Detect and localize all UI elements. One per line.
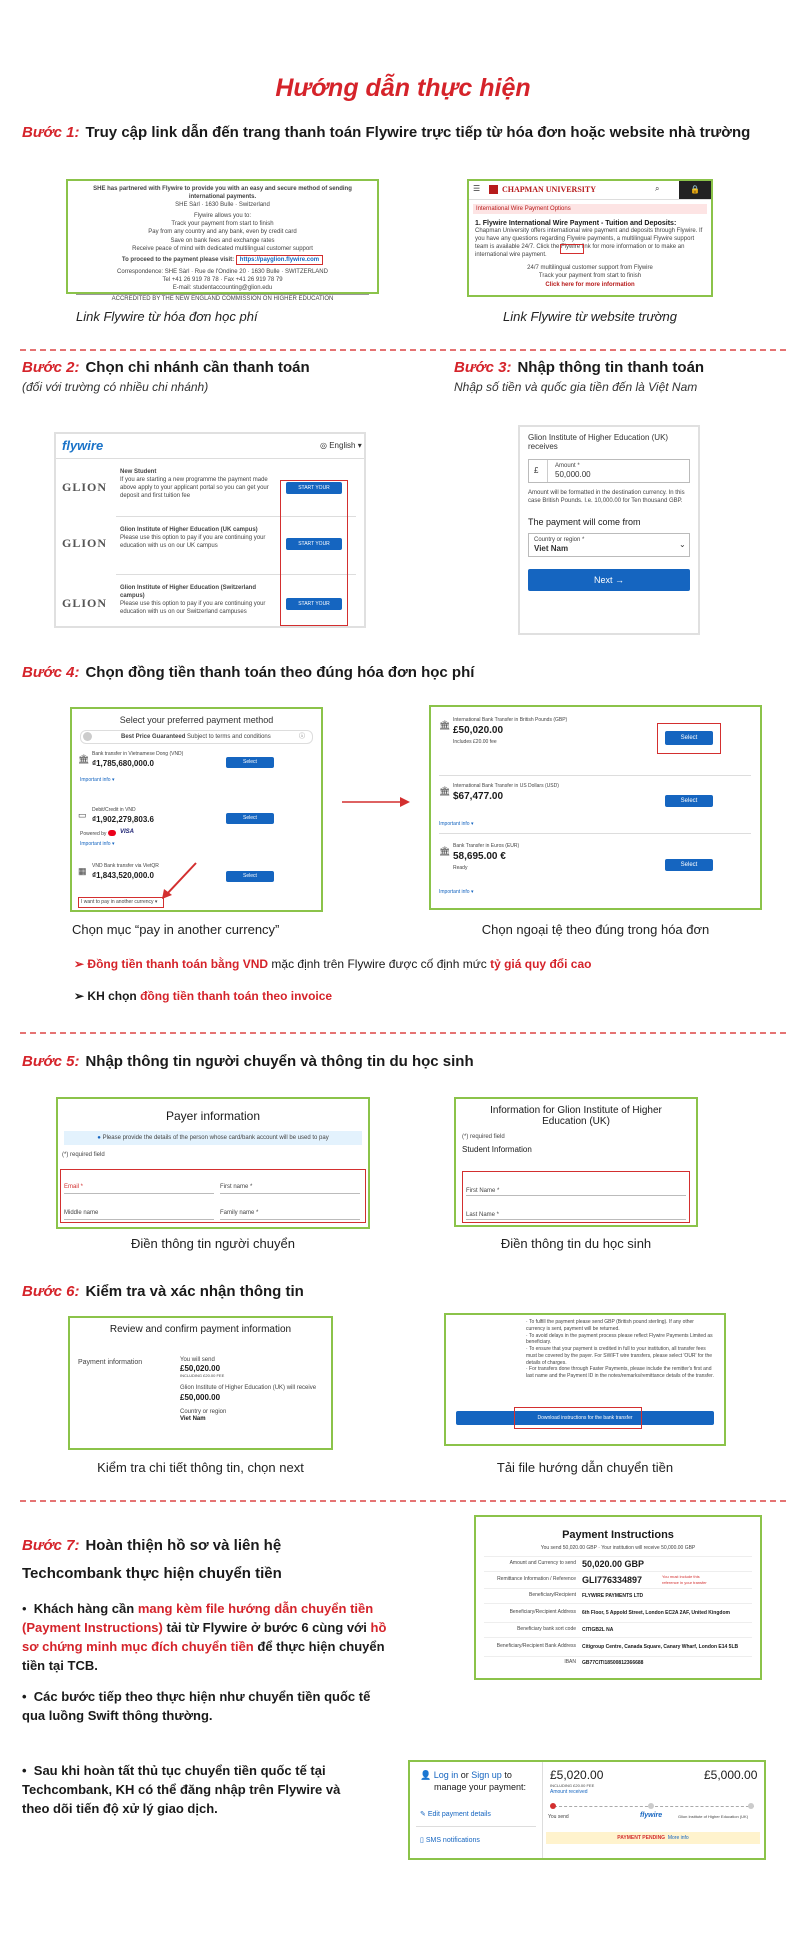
start-payment-button[interactable]: START YOUR PAYMENT xyxy=(286,598,342,610)
caption-payer: Điền thông tin người chuyển xyxy=(131,1236,295,1251)
flywire-link-highlight[interactable] xyxy=(560,244,584,254)
glion-logo: GLION xyxy=(62,596,108,610)
bank-icon: 🏛 xyxy=(439,786,451,796)
signup-link[interactable]: Sign up xyxy=(471,1770,502,1780)
invoice-line: Save on bank fees and exchange rates xyxy=(170,237,275,244)
step-7-bullet-3: • Sau khi hoàn tất thủ tục chuyển tiền quốc tế tại Techcombank, KH có thể đăng nhập trên Flywire và theo dõi tiến độ xử lý giao dịch. xyxy=(22,1763,341,1816)
highlight-box xyxy=(280,480,348,626)
chapman-screenshot xyxy=(467,179,713,297)
option-amount: ₫1,902,279,803.6 xyxy=(92,815,154,824)
chapman-feature: 24/7 multilingual customer support from Flywire xyxy=(527,265,653,272)
info-icon: ⓘ xyxy=(299,734,306,740)
campus-desc: Please use this option to pay if you are continuing your education with us on our UK campus xyxy=(120,535,266,550)
send-amount: £5,020.00 xyxy=(550,1768,604,1782)
divider xyxy=(20,349,786,351)
arrow-bullet-icon: ➢ xyxy=(74,989,85,1003)
campus-title: New Student xyxy=(120,469,157,475)
payer-info-screenshot xyxy=(56,1097,370,1229)
select-button[interactable]: Select xyxy=(665,795,713,807)
phone-icon: ▯ xyxy=(420,1837,424,1844)
invoice-line: Receive peace of mind with dedicated multilingual customer support xyxy=(132,245,313,252)
invoice-line: SHE Sàrl · 1630 Bulle · Switzerland xyxy=(175,202,270,209)
step-6-heading xyxy=(22,1283,304,1300)
divider xyxy=(20,1032,786,1034)
bank-icon: 🏛 xyxy=(439,846,451,856)
instr-label: Beneficiary/Recipient Address xyxy=(509,1609,576,1616)
option-amount: ₫1,785,680,000.0 xyxy=(92,759,154,768)
option-title: VND Bank transfer via VietQR xyxy=(92,863,159,869)
instr-warning: You must include this reference in your transfer xyxy=(662,1574,707,1585)
qr-icon: ▦ xyxy=(78,866,87,876)
note-red-text: Đồng tiền thanh toán bằng VND xyxy=(87,957,269,971)
bullet-text: Các bước tiếp theo thực hiện như chuyển tiền quốc tế qua luồng Swift thông thường. xyxy=(22,1689,371,1723)
start-payment-button[interactable]: START YOUR PAYMENT xyxy=(286,538,342,550)
option-title: Debit/Credit in VND xyxy=(92,807,136,813)
important-info-link[interactable]: Important info ▾ xyxy=(439,889,474,895)
right-arrow-icon xyxy=(342,795,412,809)
chapman-logo-icon xyxy=(489,185,498,194)
caption-review: Kiểm tra chi tiết thông tin, chọn next xyxy=(97,1460,304,1475)
amount-value: 50,000.00 xyxy=(555,470,591,479)
invoice-proceed: To proceed to the payment please visit: xyxy=(121,256,235,263)
chapman-feature: Track your payment from start to finish xyxy=(538,273,642,280)
select-button[interactable]: Select xyxy=(665,731,713,745)
chapman-paragraph: Chapman University offers international wire payment and deposits through Flywire. If you have any questions regarding Flywire payments, a multilingual Flywire support team is available 24/7. Click the Flywire link for more information or to make an international wire payment. xyxy=(475,228,703,259)
instr-value: GB77CITI18500812366688 xyxy=(582,1659,644,1666)
step-7-heading-line2: Techcombank thực hiện chuyển tiền xyxy=(22,1565,282,1582)
send-note: INCLUDING £20.00 FEE xyxy=(550,1783,595,1788)
step-1-heading xyxy=(22,124,750,141)
mastercard-icon xyxy=(108,830,116,836)
highlight-box xyxy=(514,1407,642,1429)
campus-desc: If you are starting a new programme the payment made above apply to your applicant portal so you can get your deposit and first tuition fee xyxy=(120,477,269,500)
step-number: Bước 1: xyxy=(22,124,80,141)
bullet-red-text: hồ sơ chứng minh mục đích chuyển tiền xyxy=(22,1619,387,1654)
instr-value: CITIGB2L NA xyxy=(582,1626,614,1633)
receive-amount: £5,000.00 xyxy=(704,1768,758,1782)
step-number: Bước 2: xyxy=(22,359,80,376)
instr-value: GLI776334897 xyxy=(582,1574,643,1585)
review-value: Viet Nam xyxy=(180,1415,206,1422)
step-4-heading xyxy=(22,664,474,681)
step-number: Bước 3: xyxy=(454,359,512,376)
card-icon: ▭ xyxy=(78,810,87,820)
method-heading: Select your preferred payment method xyxy=(119,715,274,725)
status-text: PAYMENT PENDING xyxy=(617,1835,666,1841)
chapman-heading: 1. Flywire International Wire Payment - Tuition and Deposits: xyxy=(475,220,677,227)
highlight-box xyxy=(60,1169,366,1223)
amount-screenshot xyxy=(518,425,700,635)
campus-desc: Please use this option to pay if you are continuing your education with us on our Switzerland campuses xyxy=(120,601,266,616)
best-price-desc: Subject to terms and conditions xyxy=(187,734,271,740)
option-amount: $67,477.00 xyxy=(453,791,504,802)
student-section-title: Student Information xyxy=(462,1145,532,1155)
you-send-label: You send xyxy=(548,1814,569,1820)
note-text: mặc định trên Flywire được cố định mức xyxy=(271,957,487,971)
edit-label: Edit payment details xyxy=(427,1811,491,1818)
step-2-heading xyxy=(22,359,310,376)
instr-label: Amount and Currency to send xyxy=(509,1560,576,1567)
option-title: International Bank Transfer in US Dollars (USD) xyxy=(453,783,559,789)
instr-value: 6th Floor, 5 Appold Street, London EC2A 2AF, United Kingdom xyxy=(582,1609,730,1616)
field-label: Family name * xyxy=(220,1210,259,1216)
review-section-label: Payment information xyxy=(78,1359,143,1366)
step-text: Truy cập link dẫn đến trang thanh toán Flywire trực tiếp từ hóa đơn hoặc website nhà trường xyxy=(85,124,751,141)
amount-label: Amount * xyxy=(555,463,580,469)
login-link[interactable]: Log in xyxy=(433,1770,459,1780)
language-select[interactable]: ◎ English ▾ xyxy=(320,441,362,450)
chapman-brand: CHAPMAN UNIVERSITY xyxy=(502,185,597,194)
caption-website: Link Flywire từ website trường xyxy=(503,309,677,324)
note-red-text: tỷ giá quy đổi cao xyxy=(490,957,592,971)
review-screenshot xyxy=(68,1316,333,1450)
download-screenshot xyxy=(444,1313,726,1446)
bank-icon: 🏛 xyxy=(439,720,451,730)
glion-logo: GLION xyxy=(62,536,108,550)
invoice-screenshot xyxy=(66,179,379,303)
sms-notifications-link[interactable] xyxy=(420,1836,480,1844)
caption-invoice: Link Flywire từ hóa đơn học phí xyxy=(76,309,258,324)
select-button[interactable]: Select xyxy=(226,871,274,882)
flywire-campus-screenshot xyxy=(54,432,366,628)
amount-received-link[interactable]: Amount received xyxy=(550,1789,588,1795)
invoice-line: Track your payment from start to finish xyxy=(171,221,274,228)
caption-download: Tải file hướng dẫn chuyển tiền xyxy=(496,1460,674,1475)
currency-screenshot xyxy=(429,705,762,910)
to-text: to xyxy=(501,1770,512,1780)
caption-choose-currency: Chọn ngoại tệ theo đúng trong hóa đơn xyxy=(481,922,710,937)
edit-payment-link[interactable] xyxy=(420,1810,491,1818)
step-3-heading xyxy=(454,359,704,376)
step-7-bullet-1: • Khách hàng cần mang kèm file hướng dẫn chuyển tiền (Payment Instructions) tải từ Flywire ở bước 6 cùng với hồ sơ chứng minh mục đích chuyển tiền để thực hiện chuyển tiền tại TCB. xyxy=(22,1601,387,1673)
instr-value: FLYWIRE PAYMENTS LTD xyxy=(582,1592,644,1599)
or-text: or xyxy=(458,1770,472,1780)
download-instructions-button[interactable]: Download instructions for the bank transfer xyxy=(456,1411,714,1425)
language-label: English xyxy=(329,441,356,450)
important-info-link[interactable]: Important info ▾ xyxy=(80,841,115,847)
select-button[interactable]: Select xyxy=(665,859,713,871)
option-title: International Bank Transfer in British Pounds (GBP) xyxy=(453,717,568,723)
info-icon: ● xyxy=(97,1135,101,1141)
chevron-down-icon: ⌄ xyxy=(679,540,686,550)
step-number: Bước 6: xyxy=(22,1283,80,1300)
note-invoice xyxy=(74,989,332,1003)
payer-heading: Payer information xyxy=(165,1109,261,1123)
payer-note: Please provide the details of the person whose card/bank account will be used to pay xyxy=(102,1135,329,1141)
step-text: Chọn chi nhánh cần thanh toán xyxy=(85,359,310,376)
step-2-subtitle: (đối với trường có nhiều chi nhánh) xyxy=(22,380,209,394)
field-label: Last Name * xyxy=(466,1212,500,1218)
required-note: (*) required field xyxy=(62,1152,105,1159)
invoice-line: ACCREDITED BY THE NEW ENGLAND COMMISSION ON HIGHER EDUCATION xyxy=(76,294,369,303)
caption-student: Điền thông tin du học sinh xyxy=(500,1236,652,1251)
page-title: Hướng dẫn thực hiện xyxy=(275,74,531,102)
divider xyxy=(439,833,751,834)
chapman-more-link[interactable]: Click here for more information xyxy=(545,281,635,288)
important-info-link[interactable]: Important info ▾ xyxy=(80,777,115,783)
red-arrow-icon xyxy=(160,861,200,901)
best-price-label: Best Price Guaranteed xyxy=(121,734,186,740)
globe-icon: ◎ xyxy=(320,441,327,450)
divider xyxy=(416,1826,536,1827)
note-vnd xyxy=(74,957,591,971)
step-text: Hoàn thiện hồ sơ và liên hệ xyxy=(85,1537,282,1554)
flywire-logo: flywire xyxy=(640,1812,663,1819)
instructions-subtitle: You send 50,020.00 GBP · Your institution will receive 50,000.00 GBP xyxy=(540,1545,696,1551)
user-icon: 👤 xyxy=(420,1770,432,1780)
progress-dot-icon xyxy=(550,1803,556,1809)
note-red-text: đồng tiền thanh toán theo invoice xyxy=(140,989,333,1003)
important-info-link[interactable]: Important info ▾ xyxy=(439,821,474,827)
recipient-name: Glion Institute of Higher Education (UK) xyxy=(528,433,669,442)
invoice-line: E-mail: studentaccounting@glion.edu xyxy=(172,285,273,292)
instr-label: Beneficiary/Recipient Bank Address xyxy=(496,1643,576,1650)
powered-by-label: Powered by xyxy=(80,831,107,837)
field-label: Middle name xyxy=(64,1210,99,1216)
progress-dot-icon xyxy=(748,1803,754,1809)
note-text: KH chọn xyxy=(87,989,137,1003)
step-number: Bước 7: xyxy=(22,1537,80,1554)
review-note: INCLUDING £20.00 FEE xyxy=(180,1373,225,1379)
option-amount: £50,020.00 xyxy=(453,725,504,736)
option-amount: 58,695.00 € xyxy=(453,851,506,862)
invoice-line: Pay from any country and any bank, even by credit card xyxy=(148,229,297,236)
step-number: Bước 5: xyxy=(22,1053,80,1070)
step-5-heading xyxy=(22,1053,474,1070)
flywire-logo: flywire xyxy=(62,438,104,453)
download-note: · To fulfill the payment please send GBP (British pound sterling). If any other currency is sent, payment will be returned. xyxy=(526,1319,694,1332)
receives-label: receives xyxy=(528,442,558,451)
toggle-icon xyxy=(83,732,92,741)
option-title: Bank Transfer in Euros (EUR) xyxy=(453,843,520,849)
bank-icon: 🏛 xyxy=(78,754,90,764)
bullet-text: Khách hàng cần xyxy=(33,1601,135,1616)
instr-value: 50,020.00 GBP xyxy=(582,1558,645,1569)
lock-icon[interactable]: 🔒 xyxy=(679,181,711,199)
country-value: Viet Nam xyxy=(534,544,569,554)
option-amount: ₫1,843,520,000.0 xyxy=(92,871,154,880)
search-icon[interactable]: ⌕ xyxy=(655,184,660,193)
menu-icon[interactable]: ☰ xyxy=(473,184,481,193)
status-badge xyxy=(546,1832,760,1844)
instr-label: Beneficiary/Recipient xyxy=(529,1592,576,1599)
highlight-box xyxy=(462,1171,690,1223)
step-7-bullet-2: • Các bước tiếp theo thực hiện như chuyển tiền quốc tế qua luồng Swift thông thường. xyxy=(22,1689,371,1723)
institution-label: Glion Institute of Higher Education (UK) xyxy=(678,1814,749,1819)
field-label: First Name * xyxy=(466,1188,500,1194)
option-note: Ready xyxy=(453,865,468,871)
review-heading: Review and confirm payment information xyxy=(109,1324,292,1335)
instr-label: Remittance Information / Reference xyxy=(497,1576,576,1583)
chapman-banner[interactable]: International Wire Payment Options xyxy=(473,204,707,214)
instr-value: Citigroup Centre, Canada Square, Canary Wharf, London E14 5LB xyxy=(582,1643,739,1650)
edit-icon: ✎ xyxy=(420,1811,426,1818)
invoice-line: SHE has partnered with Flywire to provide you with an easy and secure method of sending international payments. xyxy=(93,186,352,201)
invoice-line: Flywire allows you to: xyxy=(193,213,252,220)
download-note: · To ensure that your payment is credited in full to your institution, all transfer fees must be covered by the payer. For SWIFT wire transfers, please select 'OUR' for the details of charges. xyxy=(526,1346,713,1366)
bullet-text: để thực hiện chuyển tiền tại TCB. xyxy=(22,1638,385,1673)
student-heading: Education (UK) xyxy=(542,1116,610,1127)
amount-input[interactable] xyxy=(528,459,690,483)
invoice-line: Correspondence: SHE Sàrl · Rue de l'Ondine 20 · 1630 Bulle · SWITZERLAND xyxy=(117,268,328,275)
pay-another-currency-link[interactable]: I want to pay in another currency ▾ xyxy=(78,897,164,908)
review-label: Glion Institute of Higher Education (UK) will receive xyxy=(180,1385,317,1392)
bullet-red-text: mang kèm file hướng dẫn chuyển tiền (Payment Instructions) xyxy=(22,1601,374,1635)
invoice-line: Tel +41 26 919 78 78 · Fax +41 26 919 78 79 xyxy=(162,276,283,283)
bullet-text: Sau khi hoàn tất thủ tục chuyển tiền quốc tế tại Techcombank, KH có thể đăng nhập trên Flywire và theo dõi tiến độ xử lý giao dịch. xyxy=(22,1763,341,1816)
review-value: £50,020.00 xyxy=(180,1364,221,1374)
student-heading: Information for Glion Institute of Higher xyxy=(490,1105,662,1116)
glion-logo: GLION xyxy=(62,480,108,494)
highlight-box xyxy=(657,723,721,754)
student-info-screenshot xyxy=(454,1097,698,1227)
step-text: Nhập thông tin người chuyển và thông tin du học sinh xyxy=(85,1053,474,1070)
instructions-heading: Payment Instructions xyxy=(562,1529,674,1541)
campus-title: Glion Institute of Higher Education (Switzerland campus) xyxy=(120,585,257,600)
country-select[interactable] xyxy=(528,533,690,557)
field-label: Email * xyxy=(64,1184,84,1190)
visa-logo: VISA xyxy=(120,829,135,835)
divider xyxy=(439,775,751,776)
field-label: First name * xyxy=(220,1184,253,1190)
download-note: · For transfers done through Faster Payments, please include the remitter's first and last name and the Payment ID in the notes/remarks/remittance details of the transfer. xyxy=(526,1366,714,1379)
instr-label: IBAN xyxy=(564,1659,576,1666)
required-note: (*) required field xyxy=(462,1134,505,1140)
currency-symbol: £ xyxy=(534,466,539,475)
step-text: Nhập thông tin thanh toán xyxy=(517,359,705,376)
payment-from-label: The payment will come from xyxy=(528,517,641,528)
arrow-bullet-icon: ➢ xyxy=(74,957,85,971)
campus-title: Glion Institute of Higher Education (UK campus) xyxy=(120,527,258,533)
review-value: £50,000.00 xyxy=(180,1392,221,1402)
start-payment-button[interactable]: START YOUR PAYMENT xyxy=(286,482,342,494)
country-label: Country or region * xyxy=(534,537,585,544)
step-text: Kiểm tra và xác nhận thông tin xyxy=(85,1283,304,1300)
amount-note: Amount will be formatted in the destination currency. In this case British Pounds. I.e. 10,000.00 for Ten thousand GBP. xyxy=(528,490,685,505)
flywire-link[interactable]: https://payglion.flywire.com xyxy=(236,255,323,265)
step-7-heading xyxy=(22,1537,281,1554)
payment-instructions-screenshot xyxy=(474,1515,762,1680)
manage-label: manage your payment: xyxy=(434,1782,527,1792)
progress-track xyxy=(554,1806,754,1808)
step-text: Chọn đồng tiền thanh toán theo đúng hóa đơn học phí xyxy=(85,664,475,681)
tracking-screenshot xyxy=(408,1760,766,1860)
next-button[interactable]: Next → xyxy=(528,569,690,591)
bullet-text: tải từ Flywire ở bước 6 cùng với xyxy=(166,1619,367,1635)
best-price-toggle[interactable] xyxy=(80,730,313,744)
option-note: Includes £20.00 fee xyxy=(453,739,497,745)
step-number: Bước 4: xyxy=(22,664,80,681)
caption-another-currency: Chọn mục “pay in another currency” xyxy=(72,922,280,937)
select-button[interactable]: Select xyxy=(226,757,274,768)
sms-label: SMS notifications xyxy=(425,1837,480,1844)
divider xyxy=(20,1500,786,1502)
review-label: You will send xyxy=(180,1357,215,1363)
option-title: Bank transfer in Vietnamese Dong (VND) xyxy=(92,751,184,757)
step-3-subtitle: Nhập số tiền và quốc gia tiền đến là Việt Nam xyxy=(454,380,698,394)
progress-dot-icon xyxy=(648,1803,654,1809)
instr-label: Beneficiary bank sort code xyxy=(517,1626,576,1633)
review-label: Country or region xyxy=(180,1408,227,1415)
payment-method-screenshot xyxy=(70,707,323,912)
download-note: · To avoid delays in the payment process please reflect Flywire Payments Limited as beneficiary. xyxy=(526,1332,713,1346)
more-info-link[interactable]: More info xyxy=(667,1835,689,1841)
select-button[interactable]: Select xyxy=(226,813,274,824)
